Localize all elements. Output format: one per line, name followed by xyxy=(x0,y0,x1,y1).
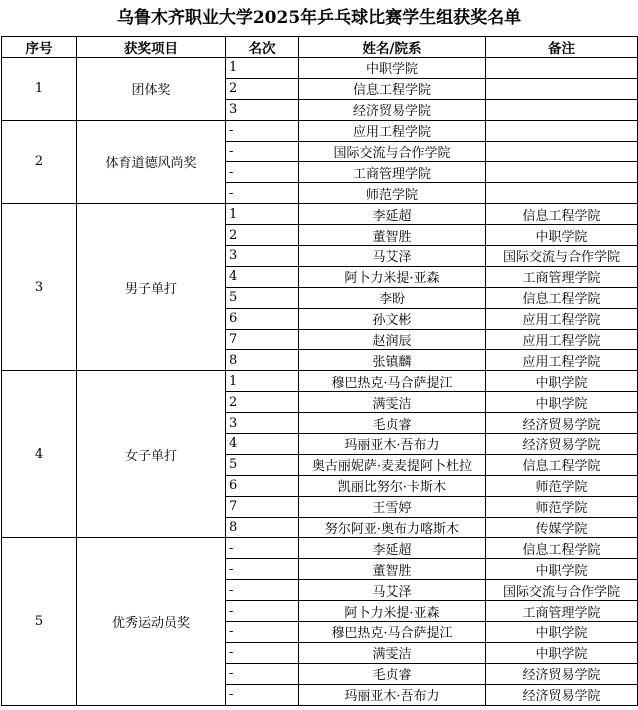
rank-cell: - xyxy=(226,559,299,580)
name-cell: 阿卜力米提·亚森 xyxy=(299,601,486,622)
award-category: 女子单打 xyxy=(77,371,226,538)
note-cell xyxy=(486,162,638,183)
rank-cell: - xyxy=(226,622,299,643)
rank-cell: 4 xyxy=(226,434,299,455)
note-cell: 经济贸易学院 xyxy=(486,684,638,705)
rank-cell: - xyxy=(226,141,299,162)
rank-cell: 4 xyxy=(226,266,299,287)
note-cell: 中职学院 xyxy=(486,371,638,392)
note-cell: 应用工程学院 xyxy=(486,329,638,350)
table-row xyxy=(2,204,638,225)
award-category: 体育道德风尚奖 xyxy=(77,120,226,204)
name-cell: 赵润辰 xyxy=(299,329,486,350)
note-cell: 中职学院 xyxy=(486,392,638,413)
name-cell: 中职学院 xyxy=(299,58,486,79)
rank-cell: 6 xyxy=(226,475,299,496)
award-category: 团体奖 xyxy=(77,58,226,121)
name-cell: 奥古丽妮萨·麦麦提阿卜杜拉 xyxy=(299,454,486,475)
name-cell: 满雯洁 xyxy=(299,642,486,663)
rank-cell: - xyxy=(226,162,299,183)
note-cell: 师范学院 xyxy=(486,496,638,517)
rank-cell: - xyxy=(226,601,299,622)
group-number: 1 xyxy=(2,58,77,121)
note-cell: 经济贸易学院 xyxy=(486,434,638,455)
rank-cell: 3 xyxy=(226,246,299,267)
name-cell: 张镇麟 xyxy=(299,350,486,371)
note-cell: 经济贸易学院 xyxy=(486,413,638,434)
rank-cell: - xyxy=(226,580,299,601)
table-body xyxy=(2,58,638,706)
note-cell: 工商管理学院 xyxy=(486,601,638,622)
rank-cell: 7 xyxy=(226,496,299,517)
group-number: 4 xyxy=(2,371,77,538)
name-cell: 阿卜力米提·亚森 xyxy=(299,266,486,287)
header-category: 获奖项目 xyxy=(77,37,226,58)
note-cell: 信息工程学院 xyxy=(486,287,638,308)
name-cell: 信息工程学院 xyxy=(299,78,486,99)
name-cell: 玛丽亚木·吾布力 xyxy=(299,684,486,705)
group-number: 5 xyxy=(2,538,77,705)
rank-cell: 1 xyxy=(226,58,299,79)
name-cell: 工商管理学院 xyxy=(299,162,486,183)
note-cell: 应用工程学院 xyxy=(486,308,638,329)
award-category: 男子单打 xyxy=(77,204,226,371)
rank-cell: 3 xyxy=(226,413,299,434)
rank-cell: 1 xyxy=(226,204,299,225)
rank-cell: - xyxy=(226,120,299,141)
note-cell xyxy=(486,99,638,120)
name-cell: 玛丽亚木·吾布力 xyxy=(299,434,486,455)
note-cell: 信息工程学院 xyxy=(486,204,638,225)
rank-cell: 2 xyxy=(226,392,299,413)
note-cell: 中职学院 xyxy=(486,559,638,580)
note-cell: 中职学院 xyxy=(486,642,638,663)
name-cell: 李延超 xyxy=(299,204,486,225)
note-cell xyxy=(486,78,638,99)
table-row xyxy=(2,538,638,559)
note-cell xyxy=(486,58,638,79)
note-cell: 国际交流与合作学院 xyxy=(486,580,638,601)
table-row xyxy=(2,58,638,79)
header-rank: 名次 xyxy=(226,37,299,58)
group-number: 3 xyxy=(2,204,77,371)
name-cell: 马艾泽 xyxy=(299,246,486,267)
name-cell: 毛贞睿 xyxy=(299,413,486,434)
note-cell: 工商管理学院 xyxy=(486,266,638,287)
rank-cell: - xyxy=(226,183,299,204)
rank-cell: 8 xyxy=(226,350,299,371)
rank-cell: - xyxy=(226,684,299,705)
note-cell xyxy=(486,183,638,204)
name-cell: 努尔阿亚·奥布力喀斯木 xyxy=(299,517,486,538)
header-name: 姓名/院系 xyxy=(299,37,486,58)
rank-cell: - xyxy=(226,538,299,559)
rank-cell: 6 xyxy=(226,308,299,329)
header-no: 序号 xyxy=(2,37,77,58)
name-cell: 王雪婷 xyxy=(299,496,486,517)
header-row xyxy=(2,37,638,58)
note-cell: 国际交流与合作学院 xyxy=(486,246,638,267)
rank-cell: 5 xyxy=(226,287,299,308)
name-cell: 李盼 xyxy=(299,287,486,308)
table-row xyxy=(2,120,638,141)
note-cell: 师范学院 xyxy=(486,475,638,496)
name-cell: 李延超 xyxy=(299,538,486,559)
note-cell: 中职学院 xyxy=(486,622,638,643)
note-cell: 中职学院 xyxy=(486,225,638,246)
note-cell xyxy=(486,120,638,141)
name-cell: 孙文彬 xyxy=(299,308,486,329)
name-cell: 穆巴热克·马合萨提江 xyxy=(299,371,486,392)
name-cell: 满雯洁 xyxy=(299,392,486,413)
rank-cell: 1 xyxy=(226,371,299,392)
rank-cell: - xyxy=(226,663,299,684)
name-cell: 穆巴热克·马合萨提江 xyxy=(299,622,486,643)
name-cell: 师范学院 xyxy=(299,183,486,204)
award-category: 优秀运动员奖 xyxy=(77,538,226,705)
rank-cell: 3 xyxy=(226,99,299,120)
table-row xyxy=(2,371,638,392)
name-cell: 董智胜 xyxy=(299,225,486,246)
rank-cell: - xyxy=(226,642,299,663)
name-cell: 国际交流与合作学院 xyxy=(299,141,486,162)
note-cell: 应用工程学院 xyxy=(486,350,638,371)
note-cell xyxy=(486,141,638,162)
header-note: 备注 xyxy=(486,37,638,58)
note-cell: 信息工程学院 xyxy=(486,454,638,475)
document-title: 乌鲁木齐职业大学2025年乒乓球比赛学生组获奖名单 xyxy=(116,8,522,28)
award-table xyxy=(1,36,638,706)
rank-cell: 8 xyxy=(226,517,299,538)
name-cell: 马艾泽 xyxy=(299,580,486,601)
name-cell: 经济贸易学院 xyxy=(299,99,486,120)
note-cell: 经济贸易学院 xyxy=(486,663,638,684)
note-cell: 信息工程学院 xyxy=(486,538,638,559)
rank-cell: 5 xyxy=(226,454,299,475)
rank-cell: 7 xyxy=(226,329,299,350)
name-cell: 毛贞睿 xyxy=(299,663,486,684)
group-number: 2 xyxy=(2,120,77,204)
name-cell: 董智胜 xyxy=(299,559,486,580)
name-cell: 应用工程学院 xyxy=(299,120,486,141)
name-cell: 凯丽比努尔·卡斯木 xyxy=(299,475,486,496)
note-cell: 传媒学院 xyxy=(486,517,638,538)
rank-cell: 2 xyxy=(226,225,299,246)
rank-cell: 2 xyxy=(226,78,299,99)
